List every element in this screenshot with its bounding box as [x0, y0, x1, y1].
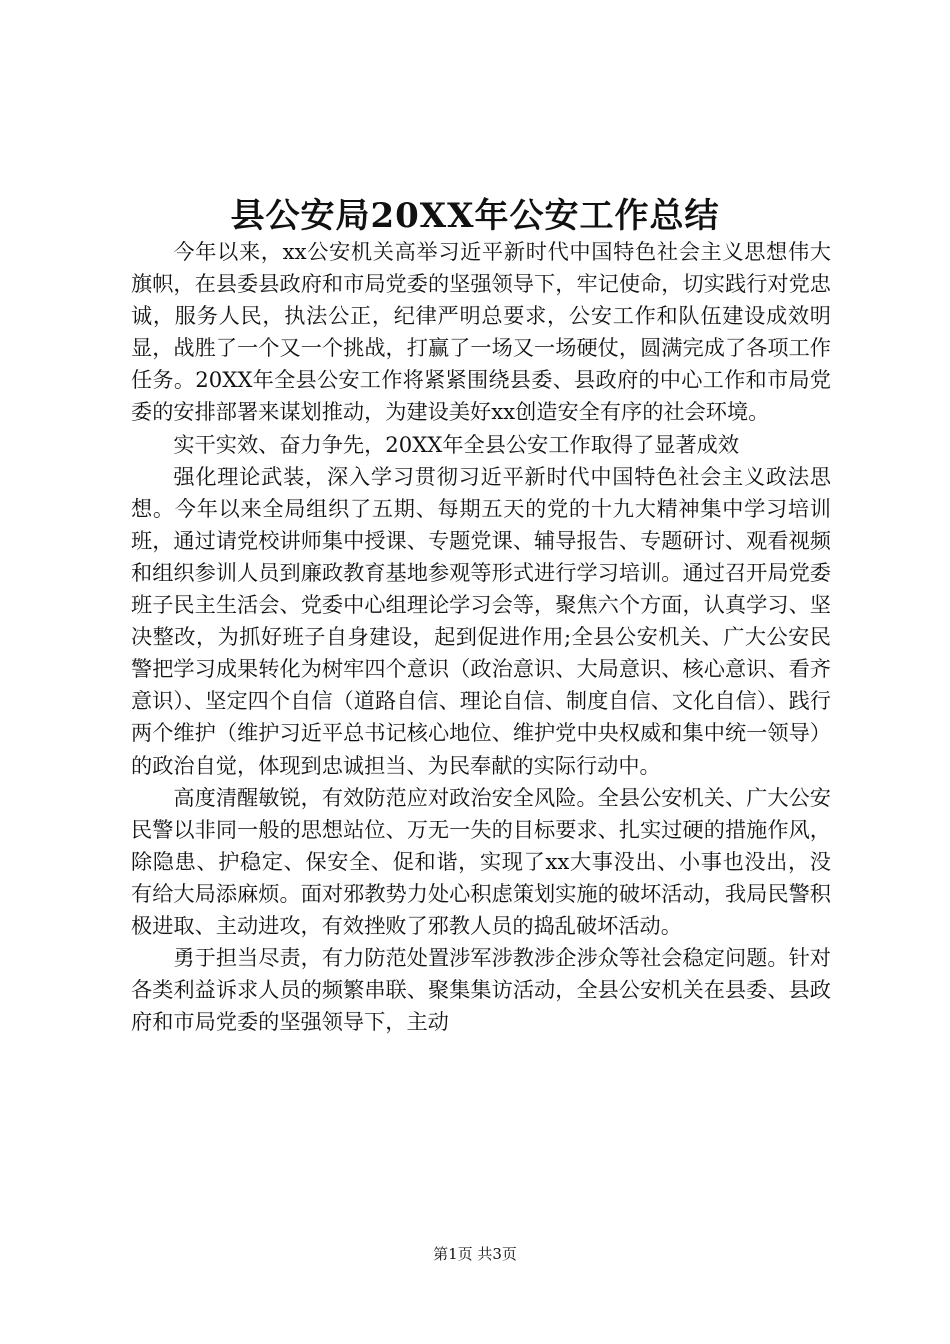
page-number-footer: 第1页 共3页 [433, 1245, 517, 1263]
paragraph: 今年以来，xx公安机关高举习近平新时代中国特色社会主义思想伟大旗帜，在县委县政府和市局党委的坚强领导下，牢记使命，切实践行对党忠诚，服务人民，执法公正，纪律严明总要求，公安工作和队伍建设成效明显，战胜了一个又一个挑战，打赢了一场又一场硬仗，圆满完成了各项工作任务。20XX年全县公安工作将紧紧围绕县委、县政府的中心工作和市局党委的安排部署来谋划推动，为建设美好xx创造安全有序的社会环境。 [131, 239, 831, 425]
paragraph: 实干实效、奋力争先，20XX年全县公安工作取得了显著成效 [173, 431, 740, 457]
paragraph: 勇于担当尽责，有力防范处置涉军涉教涉企涉众等社会稳定问题。针对各类利益诉求人员的频繁串联、聚集集访活动，全县公安机关在县委、县政府和市局党委的坚强领导下，主动 [131, 945, 831, 1035]
document-body [131, 236, 831, 1038]
paragraph: 强化理论武装，深入学习贯彻习近平新时代中国特色社会主义政法思想。今年以来全局组织了五期、每期五天的党的十九大精神集中学习培训班，通过请党校讲师集中授课、专题党课、辅导报告、专题研讨、观看视频和组织参训人员到廉政教育基地参观等形式进行学习培训。通过召开局党委班子民主生活会、党委中心组理论学习会等，聚焦六个方面，认真学习、坚决整改，为抓好班子自身建设，起到促进作用;全县公安机关、广大公安民警把学习成果转化为树牢四个意识（政治意识、大局意识、核心意识、看齐意识）、坚定四个自信（道路自信、理论自信、制度自信、文化自信）、践行两个维护（维护习近平总书记核心地位、维护党中央权威和集中统一领导）的政治自觉，体现到忠诚担当、为民奉献的实际行动中。 [131, 463, 831, 778]
paragraph: 高度清醒敏锐，有效防范应对政治安全风险。全县公安机关、广大公安民警以非同一般的思想站位、万无一失的目标要求、扎实过硬的措施作风，除隐患、护稳定、保安全、促和谐，实现了xx大事没出、小事也没出，没有给大局添麻烦。面对邪教势力处心积虑策划实施的破坏活动，我局民警积极进取、主动进攻，有效挫败了邪教人员的捣乱破坏活动。 [131, 784, 831, 938]
document-title: 县公安局20XX年公安工作总结 [230, 196, 720, 236]
